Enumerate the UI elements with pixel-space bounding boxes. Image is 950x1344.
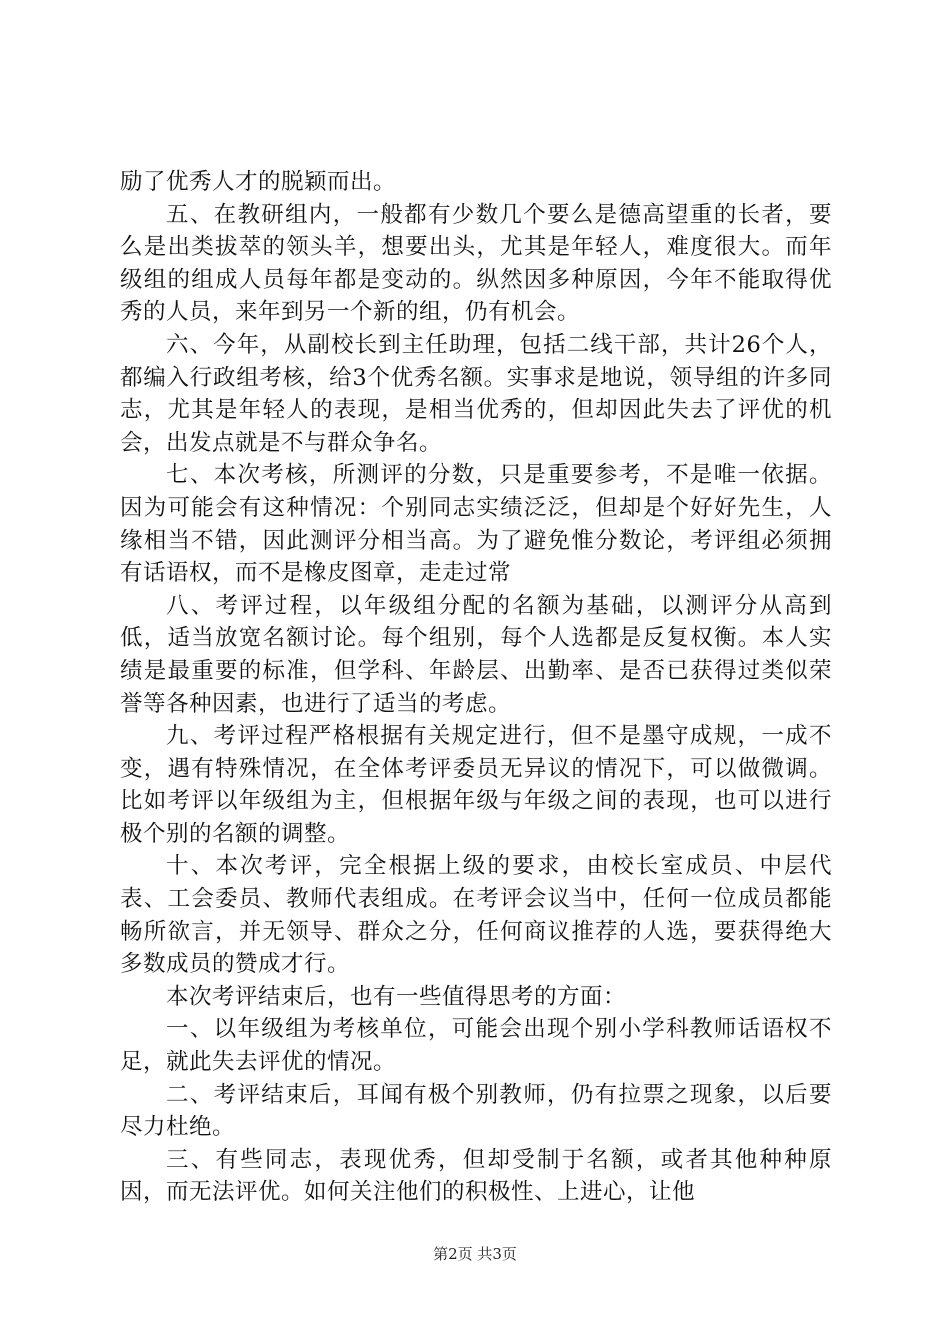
paragraph: 励了优秀人才的脱颖而出。 xyxy=(120,169,397,195)
paragraph: 八、考评过程，以年级组分配的名额为基础，以测评分从高到低，适当放宽名额讨论。每个组别，每个人选都是反复权衡。本人实绩是最重要的标准，但学科、年龄层、出勤率、是否已获得过类似荣誉等各种因素，也进行了适当的考虑。 xyxy=(120,592,832,717)
page-footer xyxy=(0,1244,950,1264)
document-body xyxy=(120,166,832,1209)
paragraph: 十、本次考评，完全根据上级的要求，由校长室成员、中层代表、工会委员、教师代表组成。在考评会议当中，任何一位成员都能畅所欲言，并无领导、群众之分，任何商议推荐的人选，要获得绝大多数成员的赞成才行。 xyxy=(120,853,832,978)
paragraph: 六、今年，从副校长到主任助理，包括二线干部，共计26个人，都编入行政组考核，给3个优秀名额。实事求是地说，领导组的许多同志，尤其是年轻人的表现，是相当优秀的，但却因此失去了评优的机会，出发点就是不与群众争名。 xyxy=(120,331,832,456)
paragraph: 二、考评结束后，耳闻有极个别教师，仍有拉票之现象，以后要尽力杜绝。 xyxy=(120,1081,832,1141)
paragraph: 一、以年级组为考核单位，可能会出现个别小学科教师话语权不足，就此失去评优的情况。 xyxy=(120,1016,832,1076)
paragraph: 五、在教研组内，一般都有少数几个要么是德高望重的长者，要么是出类拔萃的领头羊，想要出头，尤其是年轻人，难度很大。而年级组的组成人员每年都是变动的。纵然因多种原因，今年不能取得优秀的人员，来年到另一个新的组，仍有机会。 xyxy=(120,201,832,326)
paragraph: 九、考评过程严格根据有关规定进行，但不是墨守成规，一成不变，遇有特殊情况，在全体考评委员无异议的情况下，可以做微调。比如考评以年级组为主，但根据年级与年级之间的表现，也可以进行极个别的名额的调整。 xyxy=(120,723,832,847)
paragraph: 本次考评结束后，也有一些值得思考的方面： xyxy=(166,983,627,1010)
paragraph: 三、有些同志，表现优秀，但却受制于名额，或者其他种种原因，而无法评优。如何关注他们的积极性、上进心，让他 xyxy=(120,1146,832,1206)
page-number-label: 第2页 共3页 xyxy=(433,1245,517,1263)
paragraph: 七、本次考核，所测评的分数，只是重要参考，不是唯一依据。因为可能会有这种情况：个别同志实绩泛泛，但却是个好好先生，人缘相当不错，因此测评分相当高。为了避免惟分数论，考评组必须拥有话语权，而不是橡皮图章，走走过常 xyxy=(120,462,832,587)
